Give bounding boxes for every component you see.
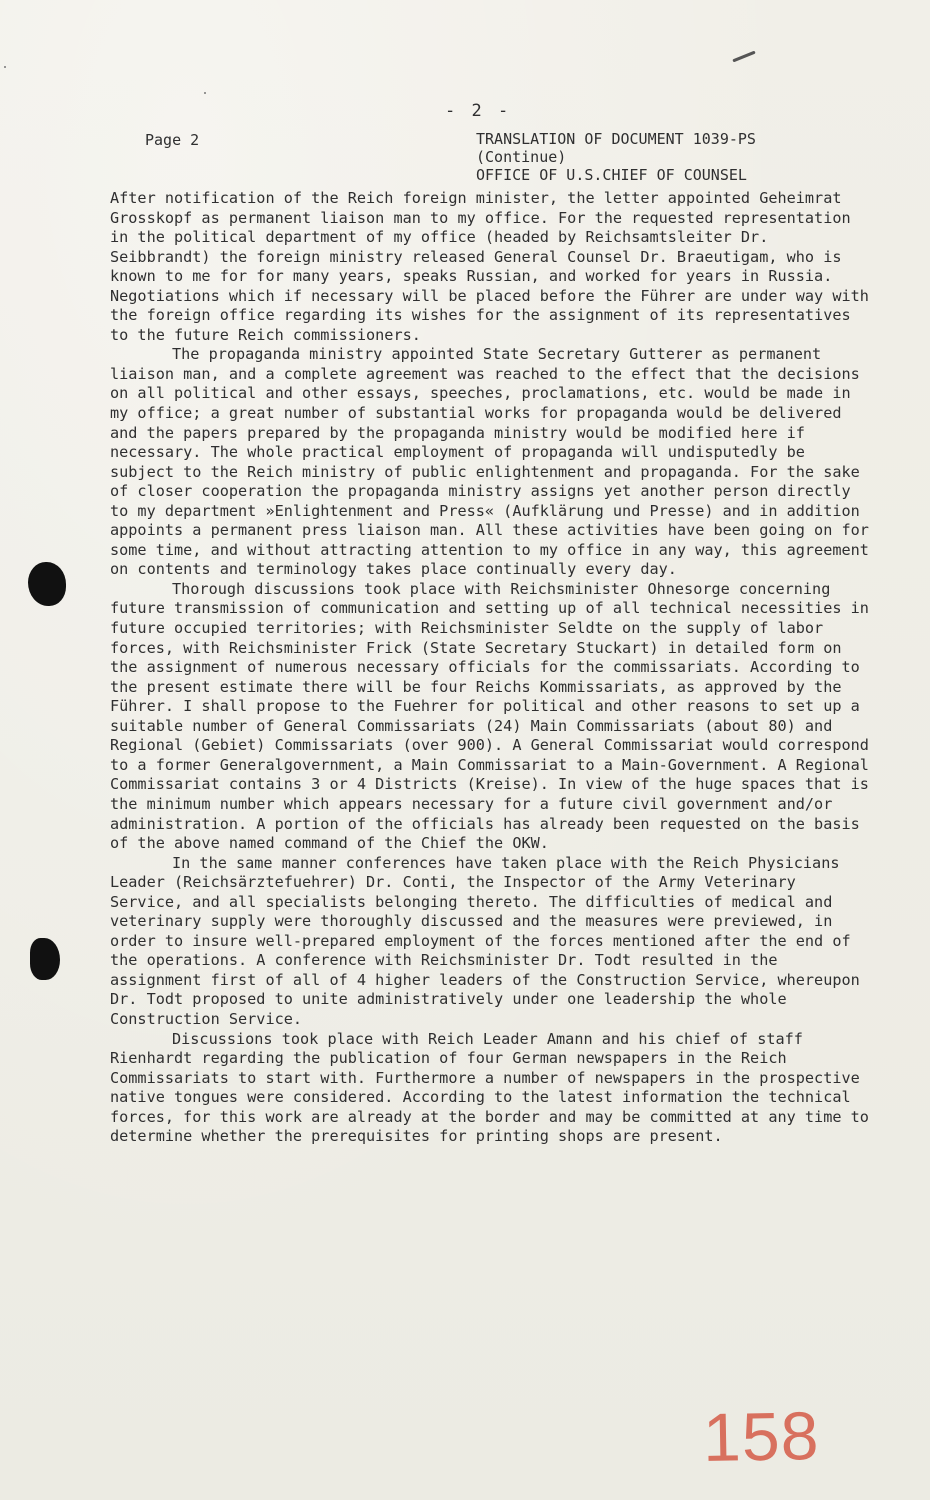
document-header bbox=[476, 130, 756, 184]
paragraph-foreign-ministry: After notification of the Reich foreign minister, the letter appointed Geheimrat Grosskopf as permanent liaison man to my office. For the requested representation in the political department of my office (headed by Reichsamtsleiter Dr. Seibbrandt) the foreign ministry released General Counsel Dr. Braeutigam, who is known to me for for many years, speaks Russian, and worked for years in Russia. Negotiations which if necessary will be placed before the Führer are under way with the foreign office regarding its wishes for the assignment of its representatives to the future Reich commissioners. bbox=[110, 189, 869, 344]
translation-title: TRANSLATION OF DOCUMENT 1039-PS bbox=[476, 130, 756, 148]
paragraph-physicians-conferences: In the same manner conferences have taken place with the Reich Physicians Leader (Reichsärztefuehrer) Dr. Conti, the Inspector of the Army Veterinary Service, and all specialists belonging thereto. The difficulties of medical and veterinary supply were thoroughly discussed and the measures were previewed, in order to insure well-prepared employment of the forces mentioned after the end of the operations. A conference with Reichsminister Dr. Todt resulted in the assignment first of all of 4 higher leaders of the Construction Service, whereupon Dr. Todt proposed to unite administratively under one leadership the whole Construction Service. bbox=[110, 853, 860, 1028]
center-page-number: - 2 - bbox=[445, 101, 512, 121]
document-body bbox=[110, 189, 870, 1147]
paragraph-reichsminister-discussions: Thorough discussions took place with Reichsminister Ohnesorge concerning future transmission of communication and setting up of all technical necessities in future occupied territories; with Reichsminister Seldte on the supply of labor forces, with Reichsminister Frick (State Secretary Stuckart) in detailed form on the assignment of numerous necessary officials for the commissariats. According to the present estimate there will be four Reichs Kommissariats, as approved by the Führer. I shall propose to the Fuehrer for political and other reasons to set up a suitable number of General Commissariats (24) Main Commissariats (about 80) and Regional (Gebiet) Commissariats (over 900). A General Commissariat would correspond to a former Generalgovernment, a Main Commissariat to a Main-Government. A Regional Commissariat contains 3 or 4 Districts (Kreise). In view of the huge spaces that is the minimum number which appears necessary for a future civil government and/or administration. A portion of the officials has already been requested on the basis of the above named command of the Chief the OKW. bbox=[110, 579, 869, 853]
paragraph-propaganda-ministry: The propaganda ministry appointed State Secretary Gutterer as permanent liaison man, and a complete agreement was reached to the effect that the decisions on all political and other essays, speeches, proclamations, etc. would be made in my office; a great number of substantial works for propaganda would be delivered and the papers prepared by the propaganda ministry would be modified here if necessary. The whole practical employment of propaganda will undisputedly be subject to the Reich ministry of public enlightenment and propaganda. For the sake of closer cooperation the propaganda ministry assigns yet another person directly to my department »Enlightenment and Press« (Aufklärung und Presse) and in addition appoints a permanent press liaison man. All these activities have been going on for some time, and without attracting attention to my office in any way, this agreement on contents and terminology takes place continually every day. bbox=[110, 345, 869, 579]
pen-mark bbox=[732, 51, 755, 63]
paragraph-newspapers: Discussions took place with Reich Leader Amann and his chief of staff Rienhardt regarding the publication of four German newspapers in the Reich Commissariats to start with. Furthermore a number of newspapers in the prospective native tongues were considered. According to the latest information the technical forces, for this work are already at the border and may be committed at any time to determine whether the prerequisites for printing shops are present. bbox=[110, 1029, 869, 1146]
paper-speck bbox=[204, 92, 206, 94]
punch-hole bbox=[28, 562, 66, 606]
continue-label: (Continue) bbox=[476, 148, 567, 166]
punch-hole bbox=[30, 938, 60, 980]
office-label: OFFICE OF U.S.CHIEF OF COUNSEL bbox=[476, 166, 747, 184]
page-label: Page 2 bbox=[145, 131, 200, 149]
stamp-page-number: 158 bbox=[702, 1397, 821, 1477]
paper-speck bbox=[4, 66, 6, 68]
